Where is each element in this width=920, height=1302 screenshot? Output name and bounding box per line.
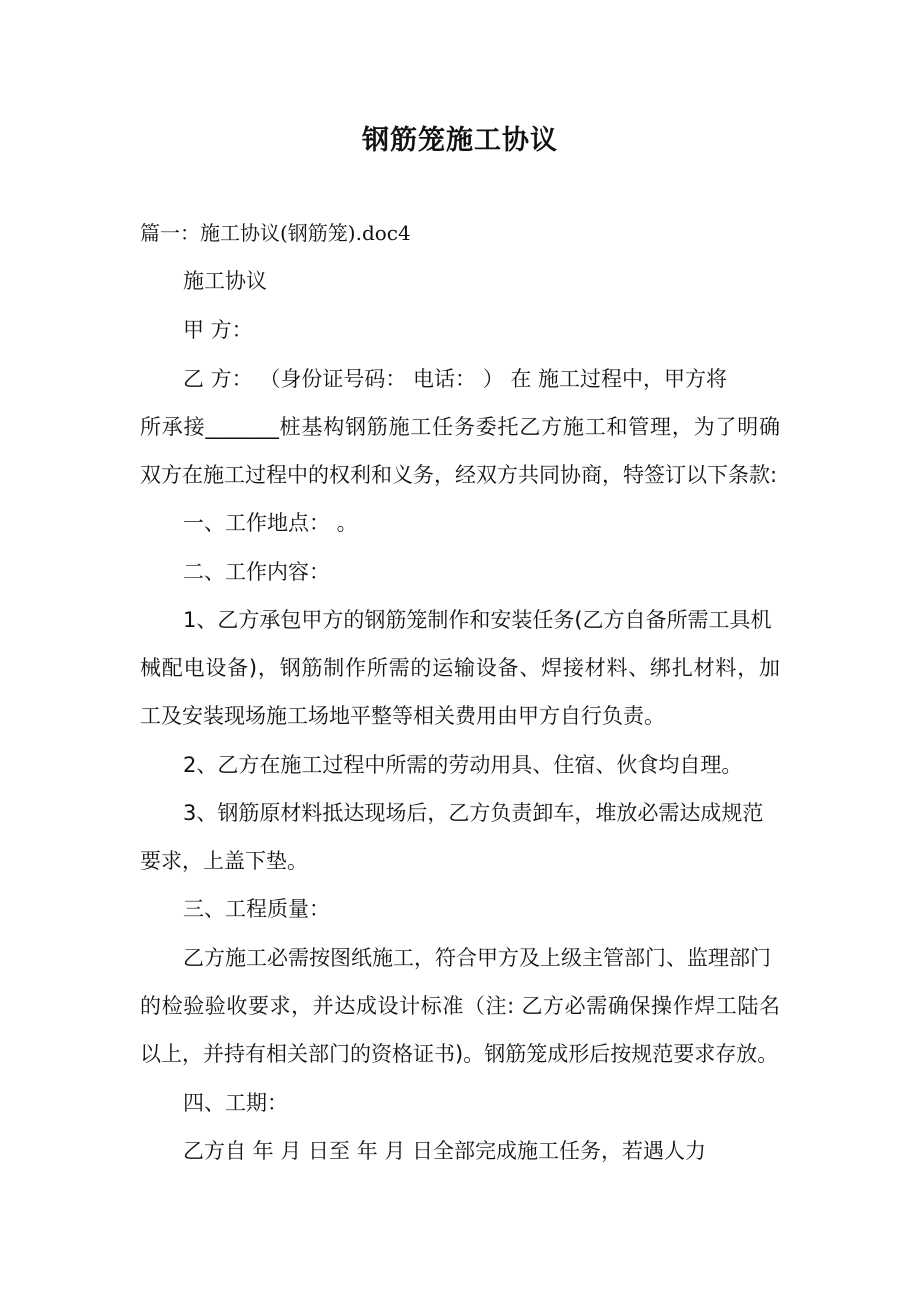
document-subtitle: 篇一：施工协议(钢筋笼).doc4: [140, 221, 411, 245]
clause-line: 要求，上盖下垫。: [140, 849, 308, 873]
paragraph-line: 双方在施工过程中的权利和义务，经双方共同协商，特签订以下条款:: [140, 463, 778, 487]
clause-line: 2、乙方在施工过程中所需的劳动用具、住宿、伙食均自理。: [183, 753, 743, 777]
section-heading: 一、工作地点： 。: [183, 511, 358, 535]
paragraph-line: 的检验验收要求，并达成设计标准（注: 乙方必需确保操作焊工陆名: [140, 994, 780, 1018]
document-title: 钢筋笼施工协议: [362, 125, 558, 156]
clause-line: 械配电设备)，钢筋制作所需的运输设备、焊接材料、绑扎材料，加: [140, 656, 780, 680]
clause-line: 1、乙方承包甲方的钢筋笼制作和安装任务(乙方自备所需工具机: [183, 608, 772, 632]
clause-line: 3、钢筋原材料抵达现场后，乙方负责卸车，堆放必需达成规范: [183, 801, 764, 825]
section-heading: 三、工程质量：: [183, 897, 330, 921]
paragraph-heading: 施工协议: [183, 269, 267, 293]
party-b-line: 乙 方： （身份证号码： 电话： ） 在 施工过程中，甲方将: [183, 367, 728, 391]
paragraph-line: 所承接_______桩基构钢筋施工任务委托乙方施工和管理，为了明确: [140, 415, 780, 439]
paragraph-line: 以上，并持有相关部门的资格证书)。钢筋笼成形后按规范要求存放。: [140, 1042, 779, 1066]
section-heading: 四、工期：: [183, 1091, 288, 1115]
clause-line: 工及安装现场施工场地平整等相关费用由甲方自行负责。: [140, 704, 665, 728]
paragraph-line: 乙方施工必需按图纸施工，符合甲方及上级主管部门、监理部门: [183, 946, 771, 970]
paragraph-line: 乙方自 年 月 日至 年 月 日全部完成施工任务，若遇人力: [183, 1139, 707, 1163]
section-heading: 二、工作内容：: [183, 560, 330, 584]
party-a-line: 甲 方：: [183, 318, 253, 342]
